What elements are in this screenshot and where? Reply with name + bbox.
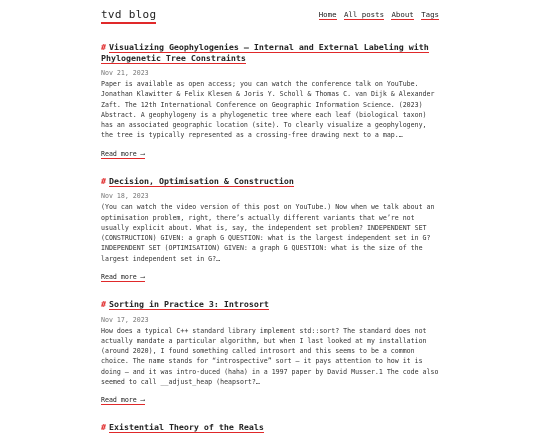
heading-hash-marker: # <box>101 175 106 186</box>
post-date: Nov 18, 2023 <box>101 192 149 201</box>
read-more-link[interactable]: Read more ⟶ <box>101 396 145 405</box>
post-list <box>101 42 439 433</box>
read-more-link[interactable]: Read more ⟶ <box>101 149 145 158</box>
post-title-link[interactable]: Existential Theory of the Reals <box>109 422 264 433</box>
post-excerpt: (You can watch the video version of this post on YouTube.) Now when we talk about an optimisation problem, right, there’s actually different variants that we’re not usually explicit about. What is, say, the independent set problem? INDEPENDENT SET (CONSTRUCTION) GIVEN: a graph G QUESTION: what is the largest independent set in G? INDEPENDENT SET (OPTIMISATION) GIVEN: a graph G QUESTION: what is the size of the largest independent set in G?… <box>101 203 435 263</box>
post-title <box>101 42 439 63</box>
post-item <box>101 42 439 160</box>
heading-hash-marker: # <box>101 42 106 52</box>
site-title-link[interactable]: tvd blog <box>101 8 156 24</box>
heading-hash-marker: # <box>101 299 106 310</box>
site-header <box>101 6 439 26</box>
post-title <box>101 299 439 310</box>
read-more-link[interactable]: Read more ⟶ <box>101 273 145 282</box>
nav-about-link[interactable]: About <box>391 10 414 19</box>
nav-all-posts-link[interactable]: All posts <box>343 10 385 19</box>
post-title-link[interactable]: Sorting in Practice 3: Introsort <box>109 299 269 310</box>
heading-hash-marker: # <box>101 422 106 433</box>
nav-home-link[interactable]: Home <box>318 10 337 19</box>
nav-tags-link[interactable]: Tags <box>421 10 439 19</box>
post-title <box>101 176 439 187</box>
post-title <box>101 422 439 433</box>
post-date: Nov 17, 2023 <box>101 315 149 324</box>
post-title-link[interactable]: Decision, Optimisation & Construction <box>109 175 294 186</box>
post-title-link[interactable]: Visualizing Geophylogenies — Internal and External Labeling with Phylogenetic Tree Constraints <box>101 42 429 63</box>
post-item <box>101 176 439 283</box>
post-excerpt: How does a typical C++ standard library implement std::sort? The standard does not actually mandate a particular algorithm, but when I last looked at my installation (around 2020), I found something called introsort and this seems to be a common choice. The name stands for “introspective” sort – it pays attention to how it is doing – and it was intro-duced (haha) in a 1997 paper by David Musser.1 The code also seemed to call __adjust_heap (heapsort?… <box>101 326 439 387</box>
post-item <box>101 422 439 433</box>
post-item <box>101 299 439 406</box>
post-date: Nov 21, 2023 <box>101 69 149 77</box>
post-excerpt: Paper is available as open access; you can watch the conference talk on YouTube. Jonathan Klawitter & Felix Klesen & Joris Y. Scholl & Thomas C. van Dijk & Alexander Zaft. The 12th International Conference on Geographic Information Science. (2023) Abstract. A geophylogeny is a phylogenetic tree where each leaf (biological taxon) has an associated geographic location (site). To clearly visualize a geophylogeny, the tree is typically represented as a crossing-free drawing next to a map.… <box>101 80 435 140</box>
main-nav <box>316 10 439 19</box>
